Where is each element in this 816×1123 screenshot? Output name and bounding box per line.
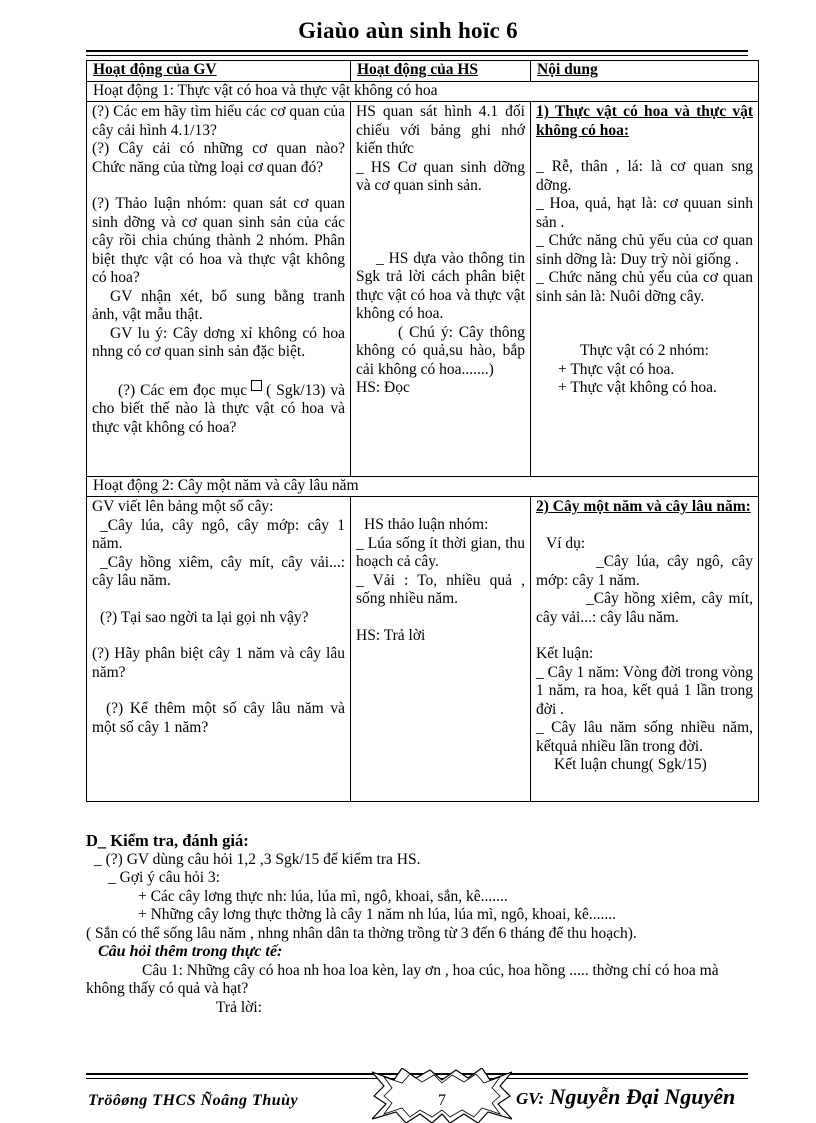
gv-text: GV nhận xét, bổ sung bằng tranh ảnh, vật mẫu thật. [92,287,345,323]
section-1-gv-cell [87,102,351,477]
gv-text: (?) Cây cải có những cơ quan nào? Chức năng của từng loại cơ quan đó? [92,140,345,176]
content-text: + Thực vật không có hoa. [558,379,717,396]
section-1-content-cell [531,102,759,477]
checkbox-symbol-icon [251,380,262,391]
content-text: + Thực vật có hoa. [558,360,675,378]
assessment-line: + Các cây lơng thực nh: lúa, lúa mì, ngô, khoai, sắn, kê....... [138,887,508,905]
page-number: 7 [438,1092,446,1109]
content-text: _Cây lúa, cây ngô, cây mớp: cây 1 năm. [536,553,753,589]
section-2-title: Hoạt động 2: Cây một năm và cây lâu năm [87,477,759,497]
title-rule-top [86,50,748,52]
answer-label: Trả lời: [216,998,262,1016]
extra-question: Câu 1: Những cây có hoa nh hoa loa kèn, lay ơn , hoa cúc, hoa hồng ..... thờng chỉ có hoa mà không thấy có quả và hạt? [86,961,719,997]
content-text: Kết luận: [536,645,594,662]
hs-text: _ Lúa sống ít thời gian, thu hoạch cả cây. [356,534,525,570]
hs-text: _ HS Cơ quan sinh dỡng và cơ quan sinh sản. [356,158,525,194]
section-2-row [87,497,759,802]
content-text: _ Hoa, quả, hạt là: cơ quuan sinh sản . [536,195,753,231]
gv-text: GV lu ý: Cây dơng xỉ không có hoa nhng có cơ quan sinh sản đặc biệt. [92,324,345,360]
gv-text: (?) Kể thêm một số cây lâu năm và một số cây 1 năm? [92,700,345,736]
assessment-line: _ (?) GV dùng câu hỏi 1,2 ,3 Sgk/15 để kiểm tra HS. [94,850,421,868]
section-1-row [87,102,759,477]
gv-text: (?) Hãy phân biệt cây 1 năm và cây lâu năm? [92,645,345,681]
section-1-title: Hoạt động 1: Thực vật có hoa và thực vật không có hoa [87,82,759,102]
hs-text: HS: Đọc [356,379,410,396]
assessment-heading: D_ Kiểm tra, đánh giá: [86,831,249,850]
gv-text: (?) Các em hãy tìm hiểu các cơ quan của cây cải hình 4.1/13? [92,103,345,139]
content-text: Thực vật có 2 nhóm: [580,342,709,359]
table-header-row [87,61,759,82]
content-text: _ Rễ, thân , lá: là cơ quan sng dỡng. [536,158,753,194]
assessment-section [86,832,758,1017]
content-text: _ Cây 1 năm: Vòng đời trong vòng 1 năm, ra hoa, kết quả 1 lần trong đời . [536,663,753,718]
gv-text: (?) Các em đọc mục [118,381,248,399]
content-text: _ Cây lâu năm sống nhiều năm, kếtquả nhiều lần trong đời. [536,719,753,755]
title-rule-bottom [86,55,748,56]
content-text: Ví dụ: [546,534,586,552]
hs-text: HS: Trả lời [356,626,426,644]
footer-teacher [516,1084,735,1110]
content-text: Kết luận chung( Sgk/15) [554,756,707,773]
teacher-name: Nguyễn Đại Nguyên [549,1084,736,1109]
gv-text: (?) Thảo luận nhóm: quan sát cơ quan sinh dỡng và cơ quan sinh sản của các cây rồi chia chúng thành 2 nhóm. Phân biệt thực vật có hoa và thực vật không có hoa? [92,195,345,286]
section-2-gv-cell [87,497,351,802]
page-title: Giaùo aùn sinh hoïc 6 [298,18,518,43]
content-text: _Cây hồng xiêm, cây mít, cây vải...: cây lâu năm. [536,590,753,626]
section-1-title-row [87,82,759,102]
footer-school: Tröôøng THCS Ñoâng Thuùy [88,1092,299,1109]
section-2-content-cell [531,497,759,802]
gv-text: GV viết lên bảng một số cây: [92,498,274,515]
content-text: _ Chức năng chủ yếu của cơ quan sinh dỡng là: Duy trỳ nòi giống . [536,232,753,268]
hs-text: _ Vải : To, nhiều quả , sống nhiều năm. [356,571,525,607]
header-hs: Hoạt động của HS [351,61,531,82]
hs-text: _ HS dựa vào thông tin Sgk trả lời cách phân biệt thực vật có hoa và thực vật không có hoa. [356,249,525,322]
header-gv: Hoạt động của GV [87,61,351,82]
hs-text: HS quan sát hình 4.1 đối chiếu với bảng ghi nhớ kiến thức [356,103,525,157]
content-heading: 1) Thực vật có hoa và thực vật không có hoa: [536,103,753,139]
hs-text: HS thảo luận nhóm: [364,516,489,533]
assessment-line: ( Sắn có thể sống lâu năm , nhng nhân dân ta thờng trồng từ 3 đến 6 tháng để thu hoạch). [86,924,637,942]
lesson-table [86,60,759,802]
gv-text: _Cây hồng xiêm, cây mít, cây vải...: cây lâu năm. [92,553,345,589]
gv-text: ( Sgk/13) và cho biết thế nào là thực vật có hoa và thực vật không có hoa? [92,381,345,436]
section-2-title-row [87,477,759,497]
section-2-hs-cell [351,497,531,802]
gv-text: (?) Tại sao ngời ta lại gọi nh vậy? [100,608,309,626]
teacher-prefix: GV: [516,1089,545,1108]
gv-text: _Cây lúa, cây ngô, cây mớp: cây 1 năm. [92,516,345,552]
assessment-line: + Những cây lơng thực thờng là cây 1 năm nh lúa, lúa mì, ngô, khoai, kê....... [138,906,616,923]
extra-question-heading: Câu hỏi thêm trong thực tế: [98,943,283,960]
content-text: _ Chức năng chủ yếu của cơ quan sinh sản là: Nuôi dỡng cây. [536,269,753,305]
hs-text: ( Chú ý: Cây thông không có quả,su hào, bắp cải không có hoa.......) [356,323,525,378]
header-content: Nội dung [531,61,759,82]
assessment-line: _ Gợi ý câu hỏi 3: [108,869,220,886]
content-heading: 2) Cây một năm và cây lâu năm: [536,498,751,515]
section-1-hs-cell [351,102,531,477]
